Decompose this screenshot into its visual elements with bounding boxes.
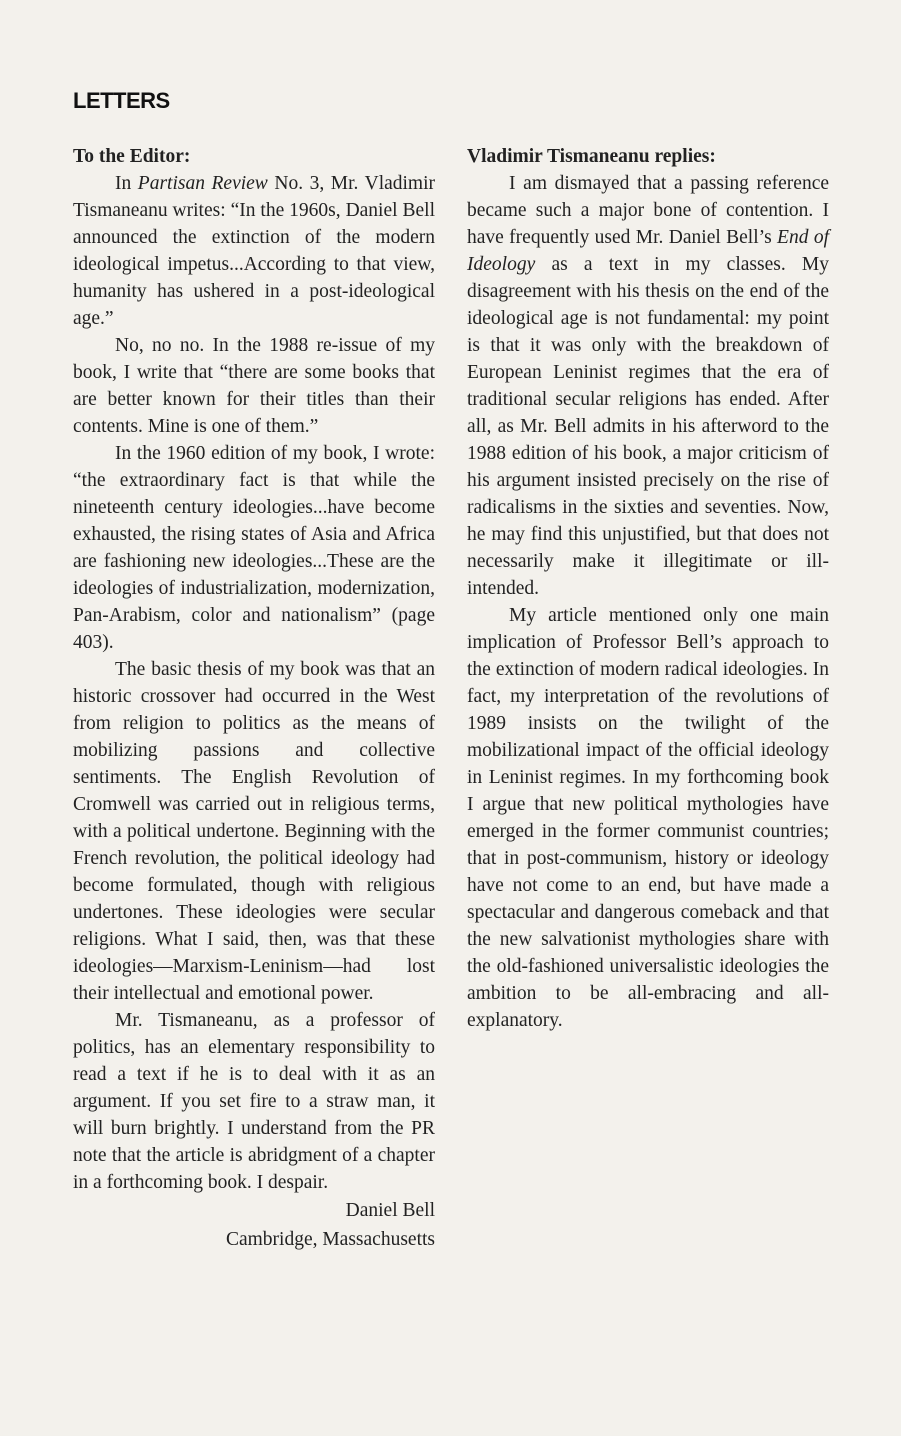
reply-paragraph: I am dismayed that a passing reference became such a major bone of contention. I have frequently used Mr. Daniel Bell’s End of Ideology as a text in my classes. My disagreement with his thesis on the end of the ideological age is not fundamental: my point is that it was only with the breakdown of European Leninist regimes that the era of traditional secular religions has ended. After all, as Mr. Bell admits in his afterword to the 1988 edition of his book, a major criticism of his argument insisted precisely on the rise of radicalisms in the sixties and seventies. Now, he may find this unjustified, but that does not necessarily make it illegitimate or ill-intended. <box>467 173 829 599</box>
letter-salutation: To the Editor: <box>73 146 191 167</box>
letter-paragraph: In Partisan Review No. 3, Mr. Vladimir Tismaneanu writes: “In the 1960s, Daniel Bell announced the extinction of the modern ideological impetus...According to that view, humanity has ushered in a post-ideological age.” <box>73 173 436 329</box>
signature-name: Daniel Bell <box>345 1200 435 1221</box>
reply-column <box>467 143 829 1034</box>
letter-signature <box>73 1196 435 1254</box>
letter-paragraph: The basic thesis of my book was that an historic crossover had occurred in the West from religion to politics as the means of mobilizing passions and collective sentiments. The English Revolution of Cromwell was carried out in religious terms, with a political undertone. Beginning with the French revolution, the political ideology had become formulated, though with religious undertones. These ideologies were secular religions. What I said, then, was that these ideologies—Marxism-Leninism—had lost their intellectual and emotional power. <box>73 659 435 1004</box>
reply-paragraph: My article mentioned only one main implication of Professor Bell’s approach to the extinction of modern radical ideologies. In fact, my interpretation of the revolutions of 1989 insists on the twilight of the mobilizational impact of the official ideology in Leninist regimes. In my forthcoming book I argue that new political mythologies have emerged in the former communist countries; that in post-communism, history or ideology have not come to an end, but have made a spectacular and dangerous comeback and that the new salvationist mythologies share with the old-fashioned universalistic ideologies the ambition to be all-embracing and all-explanatory. <box>467 605 829 1031</box>
section-heading: LETTERS <box>73 88 170 113</box>
letter-column <box>73 143 435 1254</box>
signature-place: Cambridge, Massachusetts <box>225 1229 435 1250</box>
reply-heading: Vladimir Tismaneanu replies: <box>467 146 716 167</box>
letter-paragraph: No, no no. In the 1988 re-issue of my book, I write that “there are some books that are better known for their titles than their contents. Mine is one of them.” <box>73 335 435 437</box>
letter-paragraph: In the 1960 edition of my book, I wrote: “the extraordinary fact is that while the nineteenth century ideologies...have become exhausted, the rising states of Asia and Africa are fashioning new ideologies...These are the ideologies of industrialization, modernization, Pan-Arabism, color and nationalism” (page 403). <box>73 443 435 653</box>
letter-paragraph: Mr. Tismaneanu, as a professor of politics, has an elementary responsibility to read a text if he is to deal with it as an argument. If you set fire to a straw man, it will burn brightly. I understand from the PR note that the article is abridgment of a chapter in a forthcoming book. I despair. <box>73 1010 435 1193</box>
